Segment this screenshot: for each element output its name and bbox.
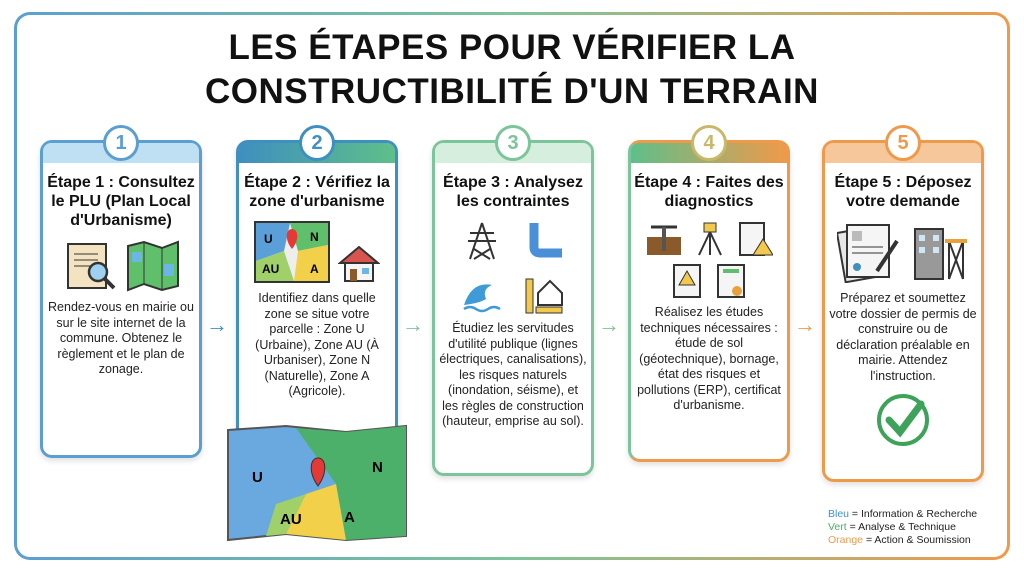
map-zone-u: U [252,469,263,486]
step-number: 4 [691,125,727,161]
warning-report-icon [671,263,703,299]
step-card-2 [236,132,398,440]
step-description: Rendez-vous en mairie ou sur le site internet de la commune. Obtenez le règlement et le plan de zonage. [48,300,194,376]
legend-text: = Analyse & Technique [846,521,956,533]
map-zone-a: A [344,509,355,526]
map-zone-au: AU [280,511,302,528]
step-card-5 [822,132,984,482]
checkmark-icon [875,392,931,448]
step-card-3 [432,132,594,476]
flood-wave-icon [462,275,502,315]
step-card-4 [628,132,790,462]
legend-item [828,521,977,534]
step-title: Étape 2 : Vérifiez la zone d'urbanisme [244,174,390,210]
step-number: 2 [299,125,335,161]
step-title: Étape 1 : Consultez le PLU (Plan Local d'Urbanisme) [47,174,195,229]
legend-text: = Action & Soumission [863,534,971,546]
building-construction-icon [911,221,969,281]
certificate-icon [715,263,747,299]
step-title: Étape 4 : Faites des diagnostics [634,174,784,210]
step-description: Préparez et soumettez votre dossier de permis de construire ou de déclaration préalable en mairie. Attendez l'instruction. [829,291,977,383]
signed-document-icon [837,221,901,283]
step-description: Réalisez les études techniques nécessaires : étude de sol (géotechnique), bornage, état des risques et pollutions (ERP), certificat d'urbanisme. [637,305,781,412]
step-description: Identifiez dans quelle zone se situe votre parcelle : Zone U (Urbaine), Zone AU (À Urbaniser), Zone N (Naturelle), Zone A (Agricole). [255,291,379,398]
step-card-1 [40,132,202,458]
step-description: Étudiez les servitudes d'utilité publique (lignes électriques, canalisations), les risques naturels (inondation, séisme), et les règles de construction (hauteur, emprise au sol). [439,321,587,428]
zone-n-label: N [310,230,319,244]
page-title [0,26,1024,114]
step-number: 5 [885,125,921,161]
title-line-1: LES ÉTAPES POUR VÉRIFIER LA [228,28,796,67]
soil-drill-icon [645,221,683,257]
zone-u-label: U [264,232,273,246]
document-search-icon [62,240,118,292]
pipe-icon [524,221,564,261]
step-number: 1 [103,125,139,161]
legend-item [828,534,977,547]
arrow-icon: → [598,312,620,337]
legend-key: Bleu [828,508,850,520]
step-title: Étape 3 : Analysez les contraintes [443,174,583,210]
building-rules-icon [524,275,564,315]
zoning-map-illustration [226,424,408,542]
step-title: Étape 5 : Déposez votre demande [834,174,972,210]
color-legend [828,508,977,547]
zone-a-label: A [310,262,319,276]
arrow-icon: → [206,312,228,337]
title-line-2: CONSTRUCTIBILITÉ D'UN TERRAIN [205,72,819,111]
power-pylon-icon [462,221,502,261]
arrow-icon: → [402,312,424,337]
legend-item [828,508,977,521]
legend-text: = Information & Recherche [849,508,978,520]
zone-map-icon [254,221,330,283]
legend-key: Orange [828,534,864,546]
surveyor-tripod-icon [695,221,725,257]
zone-au-label: AU [262,262,280,276]
house-icon [338,243,380,283]
map-zone-n: N [372,459,383,476]
legend-key: Vert [828,521,847,533]
arrow-icon: → [794,312,816,337]
document-warning-icon [737,221,773,257]
map-icon [126,240,180,292]
step-number: 3 [495,125,531,161]
